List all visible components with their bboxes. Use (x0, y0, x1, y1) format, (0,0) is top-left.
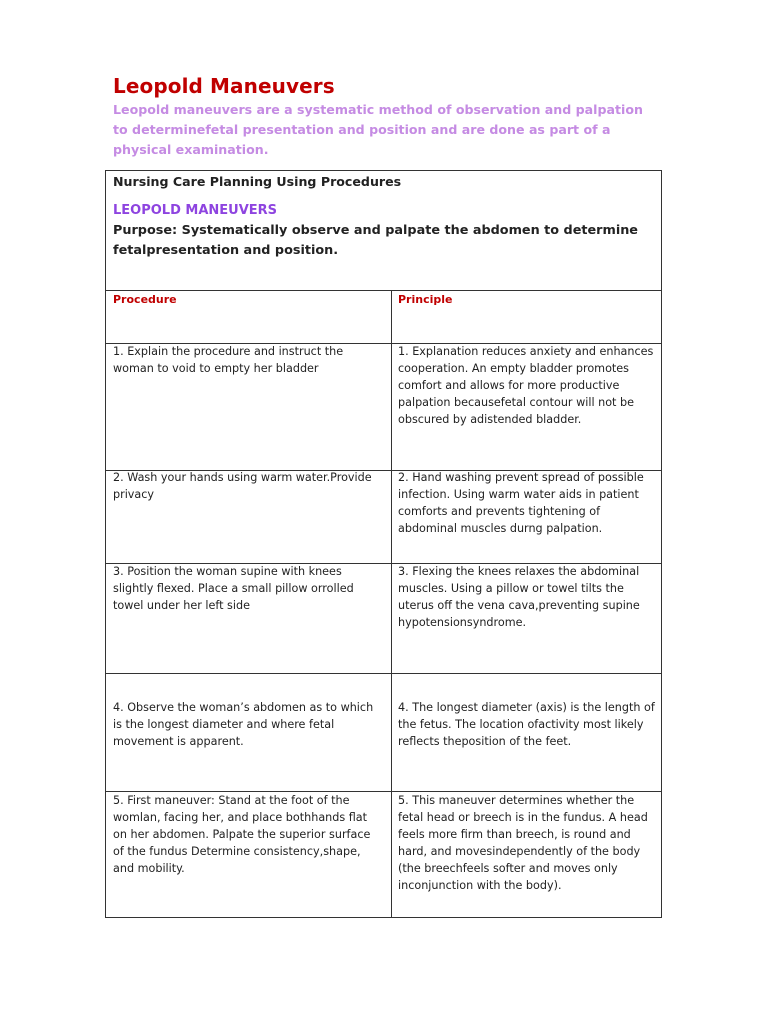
principle-cell: 2. Hand washing prevent spread of possible infection. Using warm water aids in patient comforts and prevents tightening of abdominal muscles durng palpation. (398, 471, 644, 535)
table-heading: Nursing Care Planning Using Procedures (113, 174, 402, 189)
table-row (106, 564, 661, 674)
procedure-cell: 5. First maneuver: Stand at the foot of the womlan, facing her, and place bothhands flat on her abdomen. Palpate the superior surface of the fundus Determine consistency,shape, and mobility. (113, 794, 371, 875)
table-header-block (106, 171, 661, 291)
table-row (106, 344, 661, 471)
procedure-cell: 4. Observe the woman’s abdomen as to which is the longest diameter and where fetal movement is apparent. (113, 701, 374, 748)
table-row (106, 674, 661, 792)
principle-cell: 3. Flexing the knees relaxes the abdominal muscles. Using a pillow or towel tilts the uterus off the vena cava,preventing supine hypotensionsyndrome. (398, 565, 640, 629)
table-row (106, 792, 661, 917)
procedure-cell: 2. Wash your hands using warm water.Provide privacy (113, 471, 372, 501)
principle-cell: 4. The longest diameter (axis) is the length of the fetus. The location ofactivity most likely reflects theposition of the feet. (398, 701, 655, 748)
care-plan-table (105, 170, 662, 918)
table-row (106, 471, 661, 564)
procedure-cell: 3. Position the woman supine with knees slightly flexed. Place a small pillow orrolled towel under her left side (113, 565, 354, 612)
page-title: Leopold Maneuvers (113, 74, 335, 98)
principle-column-header: Principle (398, 293, 453, 306)
principle-cell: 1. Explanation reduces anxiety and enhances cooperation. An empty bladder promotes comfort and allows for more productive palpation becausefetal contour will not be obscured by adistended bladder. (398, 345, 654, 426)
section-title: LEOPOLD MANEUVERS (113, 203, 278, 218)
procedure-column-header: Procedure (113, 293, 177, 306)
purpose-statement: Purpose: Systematically observe and palpate the abdomen to determine fetalpresentation and position. (113, 223, 638, 258)
procedure-cell: 1. Explain the procedure and instruct the woman to void to empty her bladder (113, 345, 344, 375)
column-header-row (106, 291, 661, 344)
principle-cell: 5. This maneuver determines whether the fetal head or breech is in the fundus. A head feels more firm than breech, is round and hard, and movesindependently of the body (the breechfeels softer and moves only inconjunction with the body). (398, 794, 648, 892)
intro-paragraph: Leopold maneuvers are a systematic method of observation and palpation to determinefetal presentation and position and are done as part of a physical examination. (113, 102, 643, 157)
